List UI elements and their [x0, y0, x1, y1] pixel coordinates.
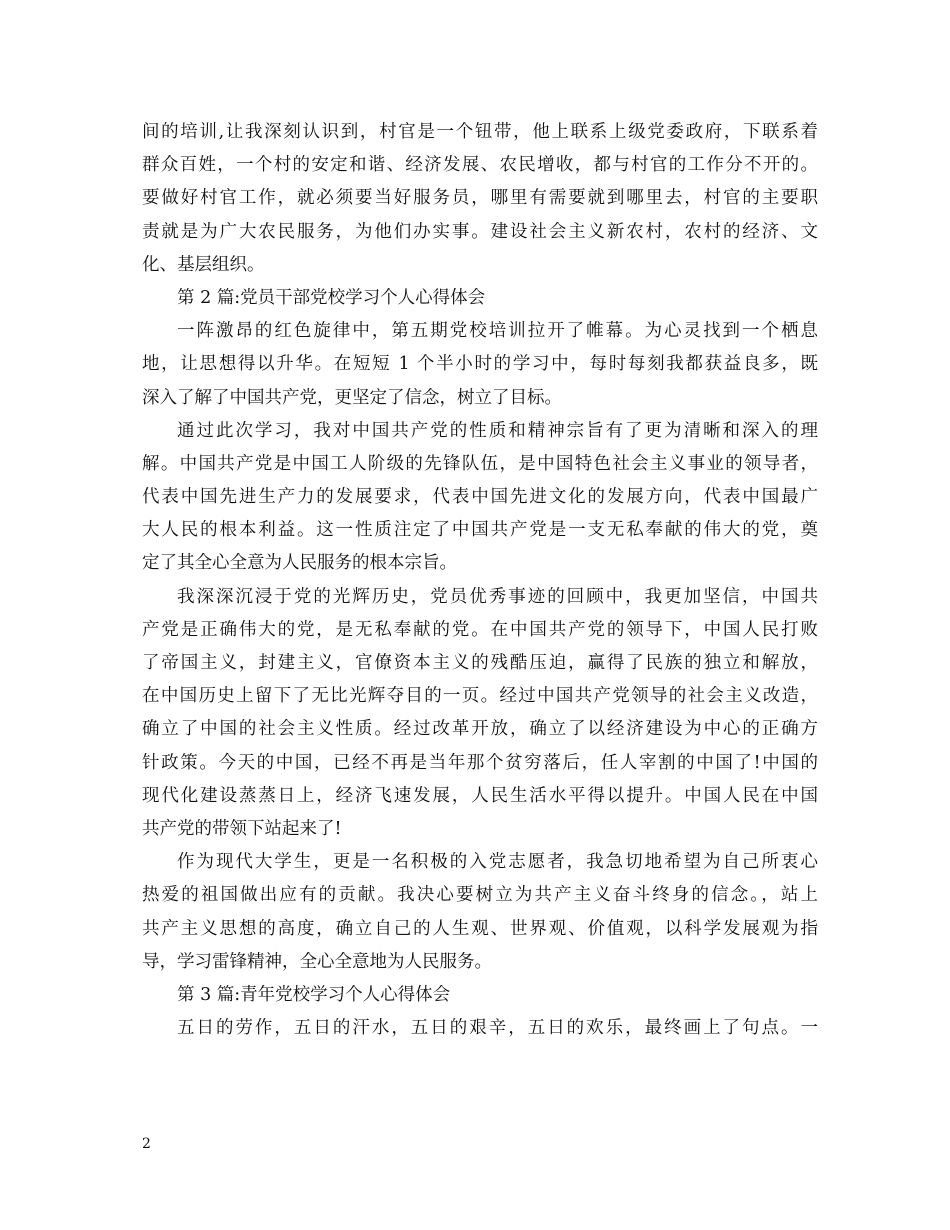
- text-line: 间的培训,让我深刻认识到，村官是一个钮带，他上联系上级党委政府，下联系着: [142, 122, 818, 142]
- text-line: 我深深沉浸于党的光辉历史，党员优秀事迹的回顾中，我更加坚信，中国共: [177, 586, 818, 607]
- text-line: 作为现代大学生，更是一名积极的入党志愿者，我急切地希望为自己所衷心: [177, 852, 818, 873]
- text-line: 通过此次学习，我对中国共产党的性质和精神宗旨有了更为清晰和深入的理: [177, 420, 818, 441]
- text-line: 群众百姓，一个村的安定和谐、经济发展、农民增收，都与村官的工作分不开的。: [142, 155, 818, 176]
- text-line: 代表中国先进生产力的发展要求，代表中国先进文化的发展方向，代表中国最广: [142, 487, 818, 508]
- document-body: [142, 116, 818, 1045]
- text-line: 共产党的带领下站起来了!: [142, 818, 342, 839]
- text-line: 导，学习雷锋精神，全心全意地为人民服务。: [142, 951, 492, 972]
- text-line: 五日的劳作，五日的汗水，五日的艰辛，五日的欢乐，最终画上了句点。一: [177, 1018, 818, 1039]
- page-number: 2: [142, 1136, 151, 1152]
- text-line: 第 2 篇:党员干部党校学习个人心得体会: [177, 287, 486, 308]
- text-line: 深入了解了中国共产党，更坚定了信念，树立了目标。: [142, 387, 562, 408]
- text-line: 热爱的祖国做出应有的贡献。我决心要树立为共产主义奋斗终身的信念。，站上: [142, 885, 818, 906]
- text-line: 一阵激昂的红色旋律中，第五期党校培训拉开了帷幕。为心灵找到一个栖息: [177, 321, 818, 342]
- text-line: 第 3 篇:青年党校学习个人心得体会: [177, 984, 451, 1005]
- text-line: 共产主义思想的高度，确立自己的人生观、世界观、价值观，以科学发展观为指: [142, 918, 818, 939]
- text-line: 地，让思想得以升华。在短短 1 个半小时的学习中，每时每刻我都获益良多，既: [142, 354, 818, 375]
- text-line: 化、基层组织。: [142, 254, 265, 275]
- text-line: 解。中国共产党是中国工人阶级的先锋队伍，是中国特色社会主义事业的领导者，: [142, 453, 818, 474]
- text-line: 责就是为广大农民服务，为他们办实事。建设社会主义新农村，农村的经济、文: [142, 221, 818, 242]
- text-line: 确立了中国的社会主义性质。经过改革开放，确立了以经济建设为中心的正确方: [142, 719, 818, 740]
- text-line: 现代化建设蒸蒸日上，经济飞速发展，人民生活水平得以提升。中国人民在中国: [142, 785, 818, 806]
- text-line: 了帝国主义，封建主义，官僚资本主义的残酷压迫，赢得了民族的独立和解放，: [142, 653, 818, 673]
- text-line: 定了其全心全意为人民服务的根本宗旨。: [142, 553, 457, 574]
- text-line: 产党是正确伟大的党，是无私奉献的党。在中国共产党的领导下，中国人民打败: [142, 619, 818, 640]
- text-line: 大人民的根本利益。这一性质注定了中国共产党是一支无私奉献的伟大的党，奠: [142, 520, 818, 541]
- text-line: 在中国历史上留下了无比光辉夺目的一页。经过中国共产党领导的社会主义改造，: [142, 686, 818, 707]
- text-line: 要做好村官工作，就必须要当好服务员，哪里有需要就到哪里去，村官的主要职: [142, 188, 818, 209]
- text-line: 针政策。今天的中国，已经不再是当年那个贫穷落后，任人宰割的中国了!中国的: [142, 752, 818, 773]
